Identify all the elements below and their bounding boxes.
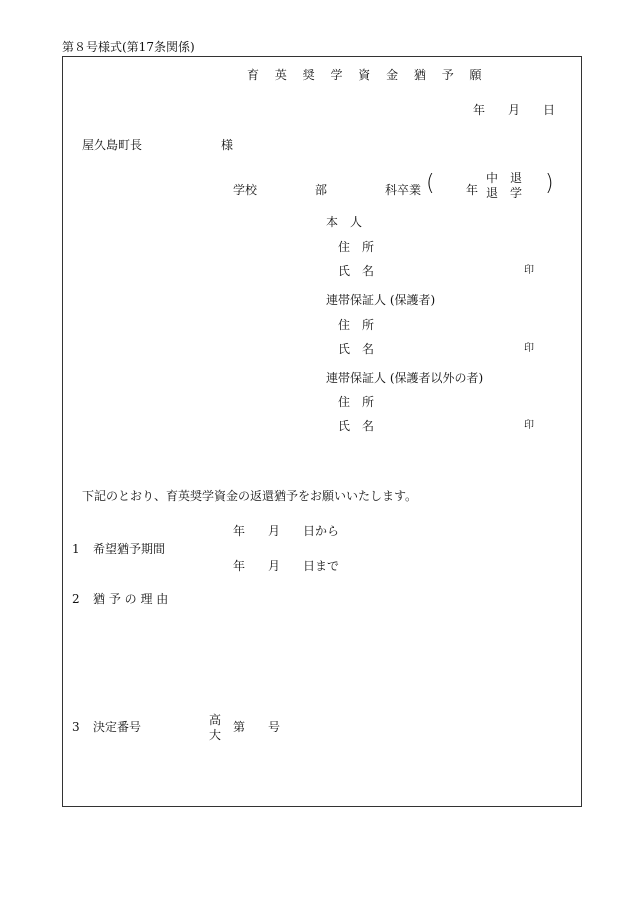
- guarantor1-name-label: 氏 名: [338, 342, 375, 356]
- applicant-seal: 印: [524, 265, 534, 276]
- item1-to-suffix: 日まで: [303, 559, 340, 573]
- item3-prefix-bottom: 大: [209, 728, 222, 742]
- guarantor1-heading: 連帯保証人 (保護者): [326, 293, 436, 307]
- form-id: 第８号様式(第17条関係): [62, 40, 195, 54]
- date-month: 月: [508, 103, 521, 117]
- status-top: 中 退: [486, 171, 523, 185]
- date-year: 年: [473, 103, 486, 117]
- request-statement: 下記のとおり、育英奨学資金の返還猶予をお願いいたします。: [82, 489, 418, 503]
- applicant-address-label: 住 所: [338, 240, 375, 254]
- applicant-name-label: 氏 名: [338, 264, 375, 278]
- item1-number: 1: [72, 542, 80, 556]
- graduation-label: 科卒業: [385, 183, 422, 197]
- guarantor2-address-label: 住 所: [338, 395, 375, 409]
- item1-label: 希望猶予期間: [93, 542, 166, 556]
- school-year-label: 年: [466, 183, 479, 197]
- item2-label: 猶 予 の 理 由: [93, 592, 169, 606]
- date-day: 日: [543, 103, 556, 117]
- guarantor1-address-label: 住 所: [338, 318, 375, 332]
- status-bottom: 退 学: [486, 186, 523, 200]
- guarantor2-seal: 印: [524, 420, 534, 431]
- item1-from-suffix: 日から: [303, 524, 340, 538]
- guarantor2-name-label: 氏 名: [338, 419, 375, 433]
- item3-prefix-top: 高: [209, 713, 222, 727]
- department-label: 部: [315, 183, 328, 197]
- applicant-heading: 本 人: [326, 215, 363, 229]
- item3-label: 決定番号: [93, 720, 142, 734]
- right-paren: ): [545, 171, 554, 196]
- addressee-honorific: 様: [221, 138, 234, 152]
- form-frame: [62, 56, 582, 807]
- item3-go-label: 号: [268, 720, 281, 734]
- item3-prefix-stack: [209, 713, 221, 743]
- addressee-name: 屋久島町長: [82, 138, 143, 152]
- guarantor1-seal: 印: [524, 343, 534, 354]
- item1-from-year: 年: [233, 524, 246, 538]
- school-label: 学校: [233, 183, 258, 197]
- guarantor2-heading: 連帯保証人 (保護者以外の者): [326, 371, 484, 385]
- item1-from-month: 月: [268, 524, 281, 538]
- item1-to-year: 年: [233, 559, 246, 573]
- status-stack: [486, 171, 522, 201]
- item1-to-month: 月: [268, 559, 281, 573]
- form-title: 育 英 奨 学 資 金 猶 予 願: [247, 68, 488, 82]
- left-paren: (: [426, 171, 435, 196]
- item3-number: 3: [72, 720, 80, 734]
- item2-number: 2: [72, 592, 80, 606]
- item3-no-label: 第: [233, 720, 246, 734]
